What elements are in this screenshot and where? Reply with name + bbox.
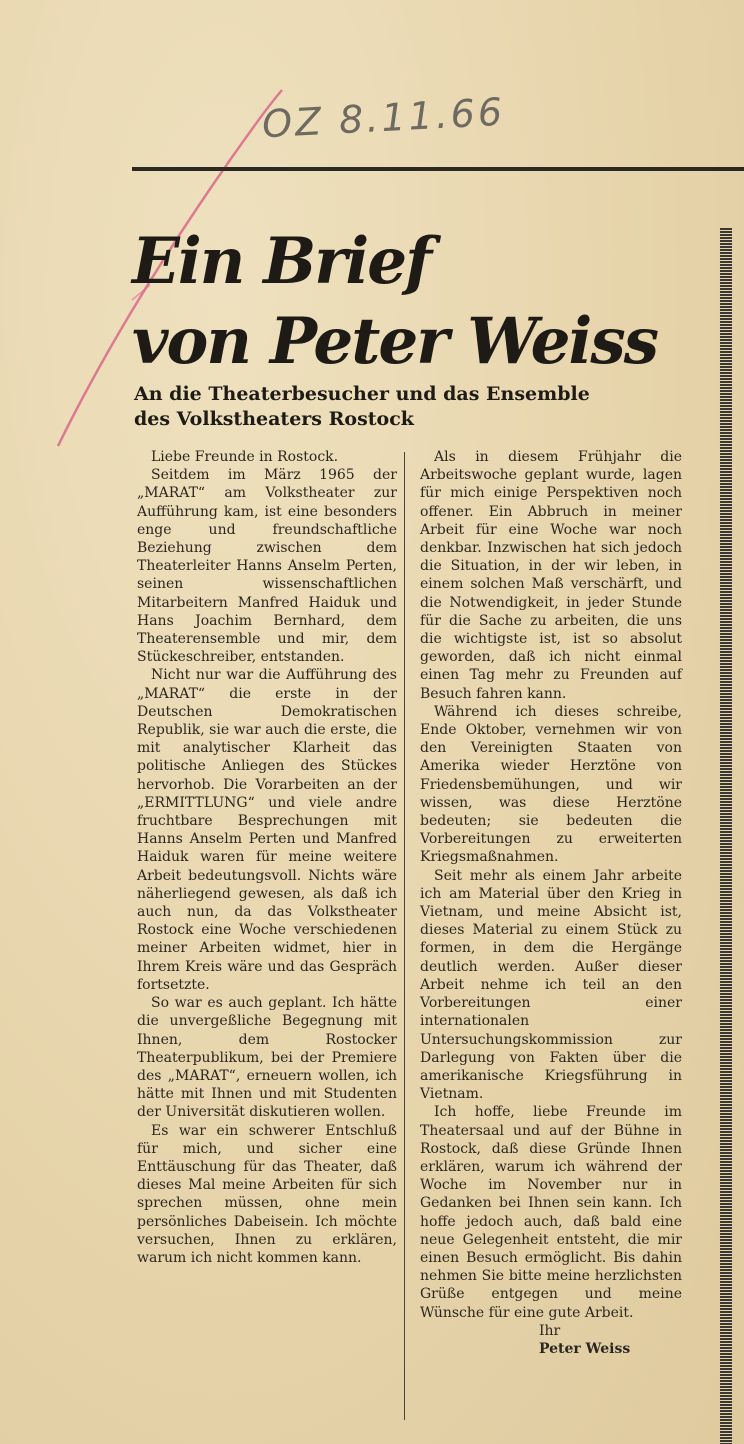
paragraph: Es war ein schwerer Entschluß für mich, und sicher eine Enttäuschung für das Theater, daß dieses Mal meine Arbeiten für sich sprechen müssen, ohne mein persönliches Dabeisein. Ich möchte versuchen, Ihnen zu erklären, warum ich nicht kommen kann. — [137, 1122, 397, 1266]
author-signature: Peter Weiss — [539, 1340, 631, 1357]
paragraph: Seitdem im März 1965 der „MARAT“ am Volkstheater zur Aufführung kam, ist eine besonders enge und freundschaftliche Beziehung zwischen dem Theaterleiter Hanns Anselm Perten, seinen wissenschaftlichen Mitarbeitern Manfred Haiduk und Hans Joachim Bernhard, dem Theaterensemble und mir, dem Stückeschreiber, entstanden. — [137, 467, 397, 666]
column-divider — [404, 452, 405, 1420]
column-border-decoration — [720, 228, 732, 1444]
top-rule — [132, 167, 744, 171]
headline — [132, 222, 657, 382]
closing: Ihr — [539, 1322, 561, 1339]
subheadline-line-2: des Volkstheaters Rostock — [134, 408, 414, 430]
greeting: Liebe Freunde in Rostock. — [151, 449, 339, 465]
subheadline — [134, 382, 694, 432]
subheadline-line-1: An die Theaterbesucher und das Ensemble — [134, 383, 590, 405]
article-column-right — [420, 448, 682, 1358]
paragraph: Während ich dieses schreibe, Ende Oktober, vernehmen wir von den Vereinigten Staaten von Amerika wieder Herztöne von Friedensbemühungen, und wir wissen, was diese Herztöne bedeuten; sie bedeuten die Vorbereitungen zu erweiterten Kriegsmaßnahmen. — [420, 703, 682, 866]
headline-line-2: von Peter Weiss — [132, 304, 658, 379]
article-column-left — [137, 448, 397, 1267]
paragraph: So war es auch geplant. Ich hätte die unvergeßliche Begegnung mit Ihnen, dem Rostocker Theaterpublikum, bei der Premiere des „MARAT“, erneuern wollen, ich hätte mit Ihnen und mit Studenten der Universität diskutieren wollen. — [137, 995, 397, 1121]
paragraph: Ich hoffe, liebe Freunde im Theatersaal und auf der Bühne in Rostock, daß diese Gründe Ihnen erklären, warum ich während der Woche im November nur in Gedanken bei Ihnen sein kann. Ich hoffe jedoch auch, daß bald eine neue Gelegenheit entsteht, die mir einen Besuch ermöglicht. Bis dahin nehmen Sie bitte meine herzlichsten Grüße entgegen und meine Wünsche für eine gute Arbeit. — [420, 1104, 682, 1321]
paragraph: Seit mehr als einem Jahr arbeite ich am Material über den Krieg in Vietnam, und meine Absicht ist, dieses Material zu einem Stück zu formen, in dem die Hergänge deutlich werden. Außer dieser Arbeit nehme ich teil an den Vorbereitungen einer internationalen Untersuchungskommission zur Darlegung von Fakten über die amerikanische Kriegsführung in Vietnam. — [420, 867, 682, 1103]
headline-line-1: Ein Brief — [132, 224, 431, 299]
paragraph: Nicht nur war die Aufführung des „MARAT“ die erste in der Deutschen Demokratischen Republik, sie war auch die erste, die mit analytischer Klarheit das politische Anliegen des Stückes hervorhob. Die Vorarbeiten an der „ERMITTLUNG“ und viele andre fruchtbare Besprechungen mit Hanns Anselm Perten und Manfred Haiduk waren für meine weitere Arbeit bedeutungsvoll. Nichts wäre näherliegend gewesen, als daß ich auch nun, da das Volkstheater Rostock eine Woche verschiedenen meiner Arbeiten widmet, hier in Ihrem Kreis wäre und das Gespräch fortsetzte. — [137, 667, 397, 993]
handwritten-date-note: OZ 8.11.66 — [261, 89, 507, 147]
paragraph: Als in diesem Frühjahr die Arbeitswoche geplant wurde, lagen für mich einige Perspektiven noch offener. Ein Abbruch in meiner Arbeit für eine Woche war noch denkbar. Inzwischen hat sich jedoch die Situation, in der wir leben, in einem solchen Maß verschärft, und die Notwendigkeit, in jeder Stunde für die Sache zu arbeiten, die uns die wichtigste ist, ist so absolut geworden, daß ich nicht einmal einen Tag mehr zu Freunden auf Besuch fahren kann. — [420, 449, 682, 702]
